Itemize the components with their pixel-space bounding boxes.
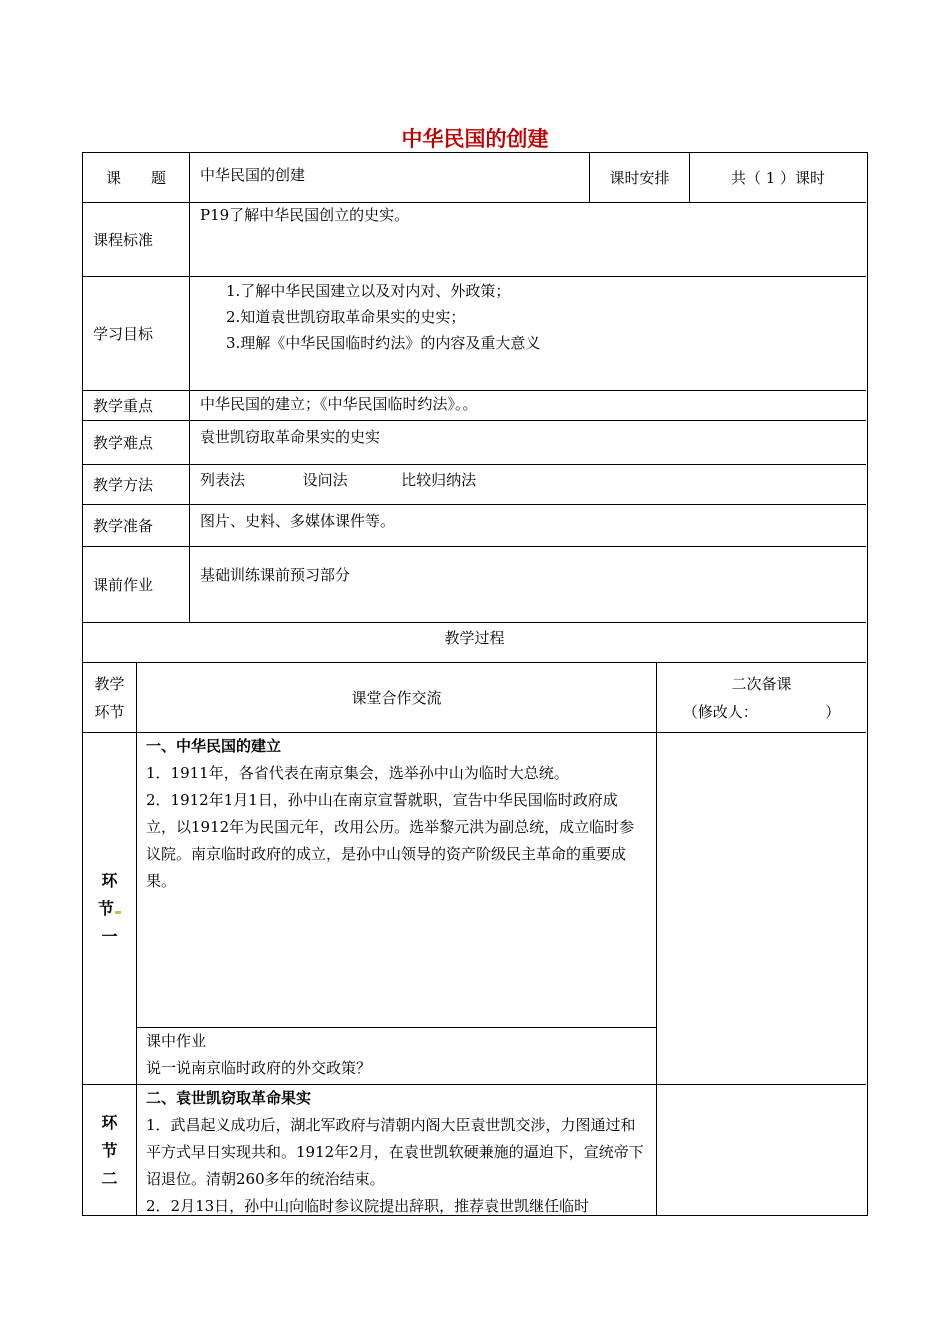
row-label-prework: 课前作业 — [83, 547, 190, 623]
row-value-preparation: 图片、史料、多媒体课件等。 — [190, 505, 866, 547]
row-value-difficulty: 袁世凯窃取革命果实的史实 — [190, 421, 866, 465]
section2-label — [83, 1085, 137, 1216]
section1-revision — [657, 733, 866, 1085]
process-col-revision — [657, 663, 866, 733]
goal-item: 2.知道袁世凯窃取革命果实的史实； — [226, 308, 466, 326]
page-title: 中华民国的创建 — [401, 127, 549, 151]
section2-label-char: 环 — [101, 1113, 118, 1132]
process-col-activity: 课堂合作交流 — [137, 663, 657, 733]
row-value-prework: 基础训练课前预习部分 — [190, 547, 866, 623]
edit-mark — [115, 911, 121, 914]
section2-label-char: 二 — [101, 1169, 118, 1188]
homework-question: 说一说南京临时政府的外交政策？ — [146, 1059, 372, 1077]
section2-paragraph: 2．2月13日，孙中山向临时参议院提出辞职，推荐袁世凯继任临时 — [146, 1197, 590, 1215]
schedule-value: 共（ 1 ）课时 — [690, 153, 866, 203]
row-value-methods — [190, 465, 866, 505]
row-label-standard: 课程标准 — [83, 203, 190, 277]
process-col-revision-line1: 二次备课 — [731, 674, 792, 693]
section2-label-char: 节 — [101, 1141, 118, 1160]
method-item: 列表法 — [200, 471, 246, 489]
section1-label-char: 一 — [101, 926, 118, 946]
section1-homework — [137, 1028, 657, 1085]
row-label-goals: 学习目标 — [83, 277, 190, 391]
topic-label: 课 题 — [83, 153, 190, 203]
row-label-methods: 教学方法 — [83, 465, 190, 505]
homework-title: 课中作业 — [146, 1032, 207, 1050]
section1-label-char: 节 — [97, 898, 114, 918]
row-label-preparation: 教学准备 — [83, 505, 190, 547]
process-heading: 教学过程 — [83, 623, 866, 663]
section1-paragraph: 1．1911年，各省代表在南京集会，选举孙中山为临时大总统。 — [146, 764, 569, 782]
section1-content — [137, 733, 657, 1028]
method-item: 比较归纳法 — [401, 471, 477, 489]
topic-value: 中华民国的创建 — [190, 153, 590, 203]
section1-heading: 一、中华民国的建立 — [146, 737, 282, 755]
section2-content — [137, 1085, 657, 1216]
row-value-standard: P19了解中华民国创立的史实。 — [190, 203, 866, 277]
process-col-stage-line2: 环节 — [94, 702, 125, 721]
process-col-revision-line2: （修改人： ） — [682, 702, 841, 721]
process-col-stage — [83, 663, 137, 733]
section1-label-char: 环 — [101, 870, 118, 890]
row-value-focus: 中华民国的建立；《中华民国临时约法》。。 — [190, 391, 866, 421]
process-col-stage-line1: 教学 — [94, 674, 125, 693]
row-label-focus: 教学重点 — [83, 391, 190, 421]
goal-item: 3.理解《中华民国临时约法》的内容及重大意义 — [226, 334, 541, 352]
section2-paragraph: 1．武昌起义成功后，湖北军政府与清朝内阁大臣袁世凯交涉，力图通过和平方式早日实现共和。1912年2月，在袁世凯软硬兼施的逼迫下，宣统帝下诏退位。清朝260多年的统治结束。 — [146, 1116, 644, 1188]
lesson-plan-table — [82, 152, 868, 1216]
row-value-goals — [190, 277, 866, 391]
row-label-difficulty: 教学难点 — [83, 421, 190, 465]
section2-revision — [657, 1085, 866, 1216]
schedule-label: 课时安排 — [590, 153, 690, 203]
goal-item: 1.了解中华民国建立以及对内对、外政策； — [226, 282, 511, 300]
section1-paragraph: 2．1912年1月1日，孙中山在南京宣誓就职，宣告中华民国临时政府成立，以1912年为民国元年，改用公历。选举黎元洪为副总统，成立临时参议院。南京临时政府的成立，是孙中山领导的资产阶级民主革命的重要成果。 — [146, 791, 635, 890]
section1-label — [83, 733, 137, 1085]
method-item: 设问法 — [302, 471, 348, 489]
section2-heading: 二、袁世凯窃取革命果实 — [146, 1089, 312, 1107]
